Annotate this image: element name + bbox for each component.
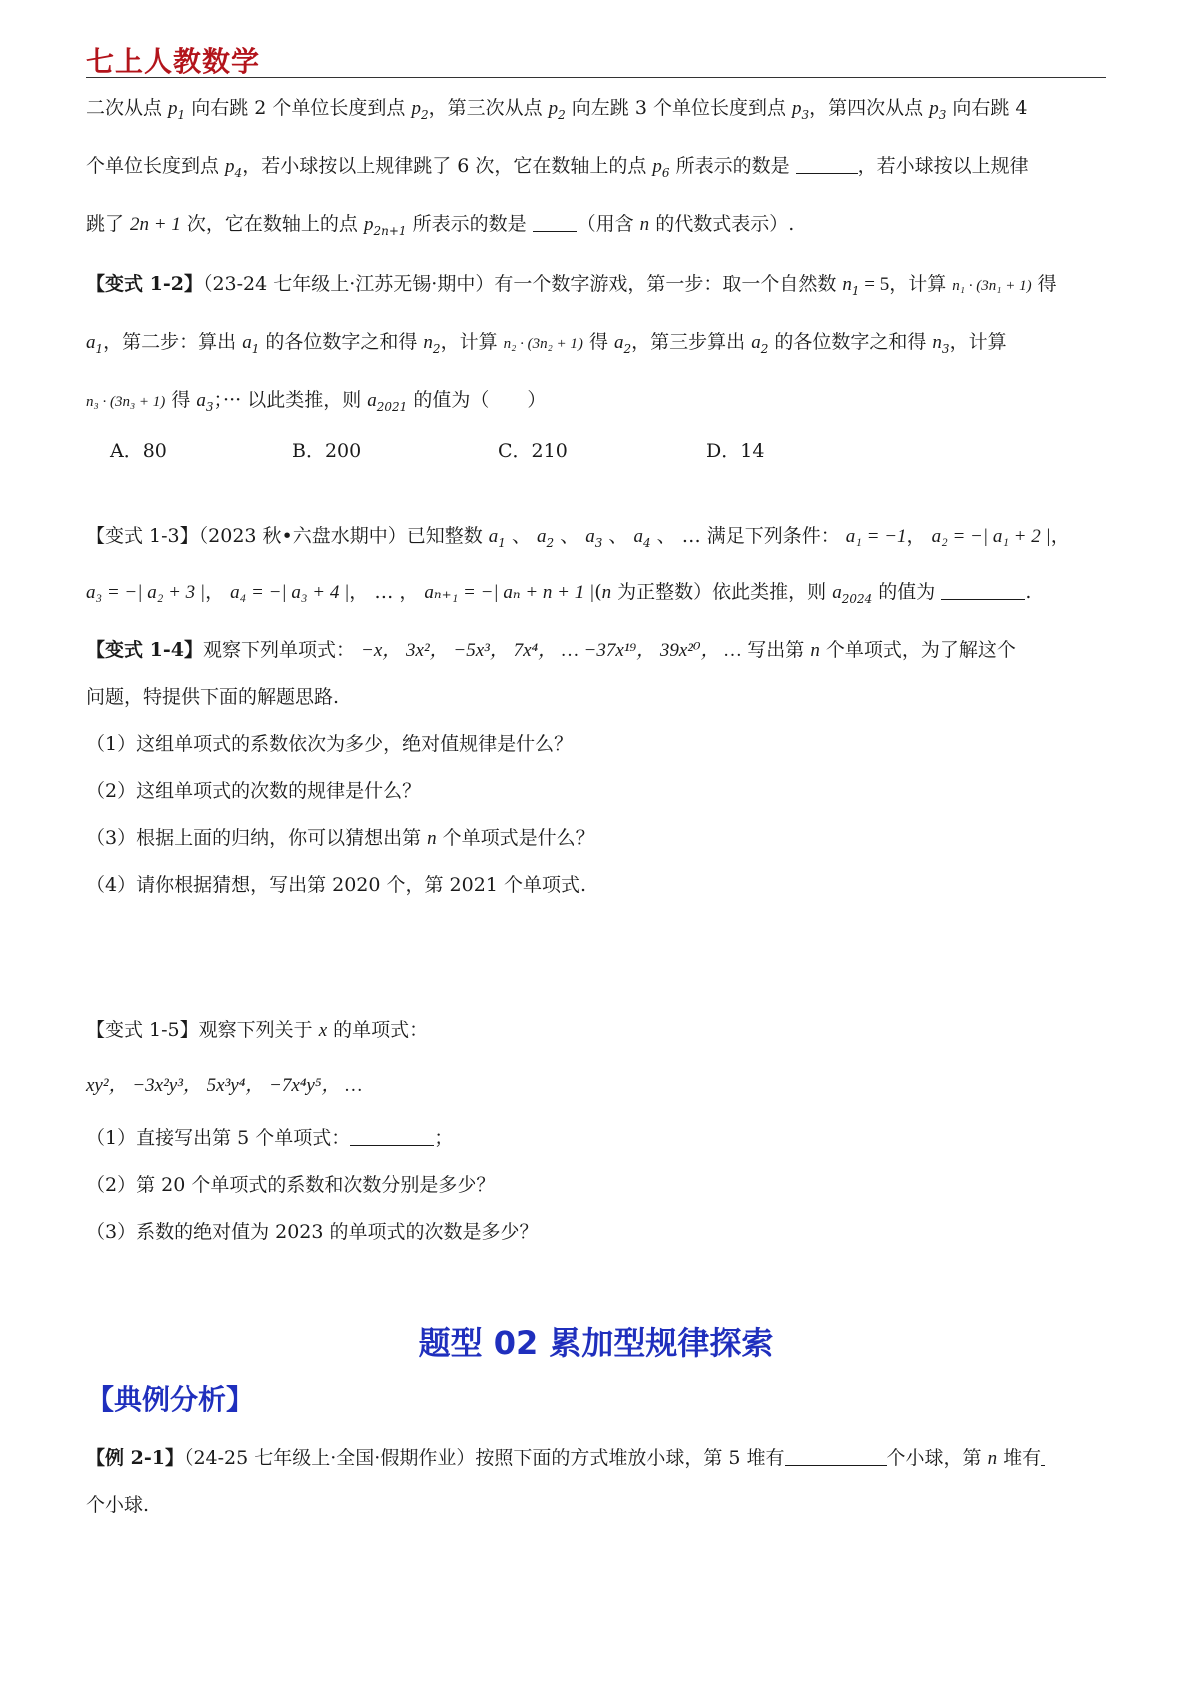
variant-1-2-line-1: 【变式 1-2】（23-24 七年级上·江苏无锡·期中）有一个数字游戏，第一步：取一个自然数 $n_1 = 5$，计算 n₁ · (3n₁ + 1) 得: [86, 273, 1057, 298]
section-title: 题型 02 累加型规律探索: [418, 1324, 774, 1362]
variant-1-3-line-2: a₃ = −| a₂ + 3 |， a₄ = −| a₃ + 4 |， … ， aₙ₊₁ = −| aₙ + n + 1 |(n 为正整数）依此类推，则 $a_{2024}$ 的值为 .: [86, 581, 1032, 606]
variant-1-4-line-1: 【变式 1-4】观察下列单项式： −x， 3x²， −5x³， 7x⁴， … −37x¹⁹， 39x²⁰， … 写出第 n 个单项式，为了解这个: [86, 639, 1016, 661]
answer-blank[interactable]: [350, 1127, 434, 1146]
option-c[interactable]: C．210: [498, 440, 568, 462]
answer-blank[interactable]: [1041, 1447, 1045, 1466]
variant-label: 【变式 1-5】: [86, 1019, 199, 1041]
problem-top-line-3: 跳了 2n + 1 次，它在数轴上的点 $p_{2n+1}$ 所表示的数是 （用含 n 的代数式表示）.: [86, 213, 795, 238]
variant-1-2-line-3: n₃ · (3n₃ + 1) 得 $a_3$；··· 以此类推，则 $a_{2021}$ 的值为（ ）: [86, 389, 547, 414]
variant-label: 【变式 1-2】: [86, 273, 203, 295]
variant-1-4-question-2: （2）这组单项式的次数的规律是什么？: [86, 780, 422, 802]
variant-1-4-question-4: （4）请你根据猜想，写出第 2020 个，第 2021 个单项式.: [86, 874, 586, 896]
variant-label: 【变式 1-4】: [86, 639, 203, 661]
variant-1-5-sequence: xy²， −3x²y³， 5x³y⁴， −7x⁴y⁵， …: [86, 1075, 363, 1096]
document-page: [86, 0, 1106, 1682]
example-2-1-line-2: 个小球.: [86, 1494, 150, 1516]
option-d[interactable]: D．14: [706, 440, 765, 462]
answer-blank[interactable]: [941, 581, 1025, 600]
variant-1-5-question-3: （3）系数的绝对值为 2023 的单项式的次数是多少？: [86, 1221, 539, 1243]
option-b[interactable]: B．200: [292, 440, 362, 462]
variant-1-4-question-3: （3）根据上面的归纳，你可以猜想出第 n 个单项式是什么？: [86, 827, 595, 849]
problem-top-line-1: 二次从点 $p_1$ 向右跳 2 个单位长度到点 $p_2$，第三次从点 $p_2$ 向左跳 3 个单位长度到点 $p_3$，第四次从点 $p_3$ 向右跳 4: [86, 97, 1028, 122]
variant-1-5-question-2: （2）第 20 个单项式的系数和次数分别是多少？: [86, 1174, 496, 1196]
sub-heading: 【典例分析】: [86, 1383, 255, 1416]
option-a[interactable]: A．80: [110, 440, 167, 462]
problem-top-line-2: 个单位长度到点 $p_4$，若小球按以上规律跳了 6 次，它在数轴上的点 $p_6$ 所表示的数是 ，若小球按以上规律: [86, 155, 1029, 180]
answer-blank[interactable]: [796, 155, 858, 174]
variant-1-5-question-1: （1）直接写出第 5 个单项式： ；: [86, 1127, 454, 1149]
example-label: 【例 2-1】: [86, 1447, 184, 1469]
variant-1-3-line-1: 【变式 1-3】（2023 秋•六盘水期中）已知整数 $a_1$ 、 $a_2$ 、 $a_3$ 、 $a_4$ 、 … 满足下列条件： a₁ = −1， a₂ = −| a₁ + 2 |，: [86, 525, 1070, 550]
variant-1-4-line-2: 问题，特提供下面的解题思路.: [86, 686, 340, 708]
header-divider: [86, 77, 1106, 78]
example-2-1-line-1: 【例 2-1】（24-25 七年级上·全国·假期作业）按照下面的方式堆放小球，第 5 堆有 个小球，第 n 堆有: [86, 1444, 1106, 1473]
answer-blank[interactable]: [785, 1447, 887, 1466]
variant-label: 【变式 1-3】: [86, 525, 199, 547]
variant-1-4-question-1: （1）这组单项式的系数依次为多少，绝对值规律是什么？: [86, 733, 574, 755]
answer-blank[interactable]: [533, 213, 577, 232]
variant-1-5-line-1: 【变式 1-5】观察下列关于 x 的单项式：: [86, 1019, 429, 1041]
header-title: 七上人教数学: [86, 45, 261, 78]
variant-1-2-line-2: $a_1$，第二步：算出 $a_1$ 的各位数字之和得 $n_2$，计算 n₂ · (3n₂ + 1) 得 $a_2$，第三步算出 $a_2$ 的各位数字之和得 $n_3$，计算: [86, 331, 1007, 356]
